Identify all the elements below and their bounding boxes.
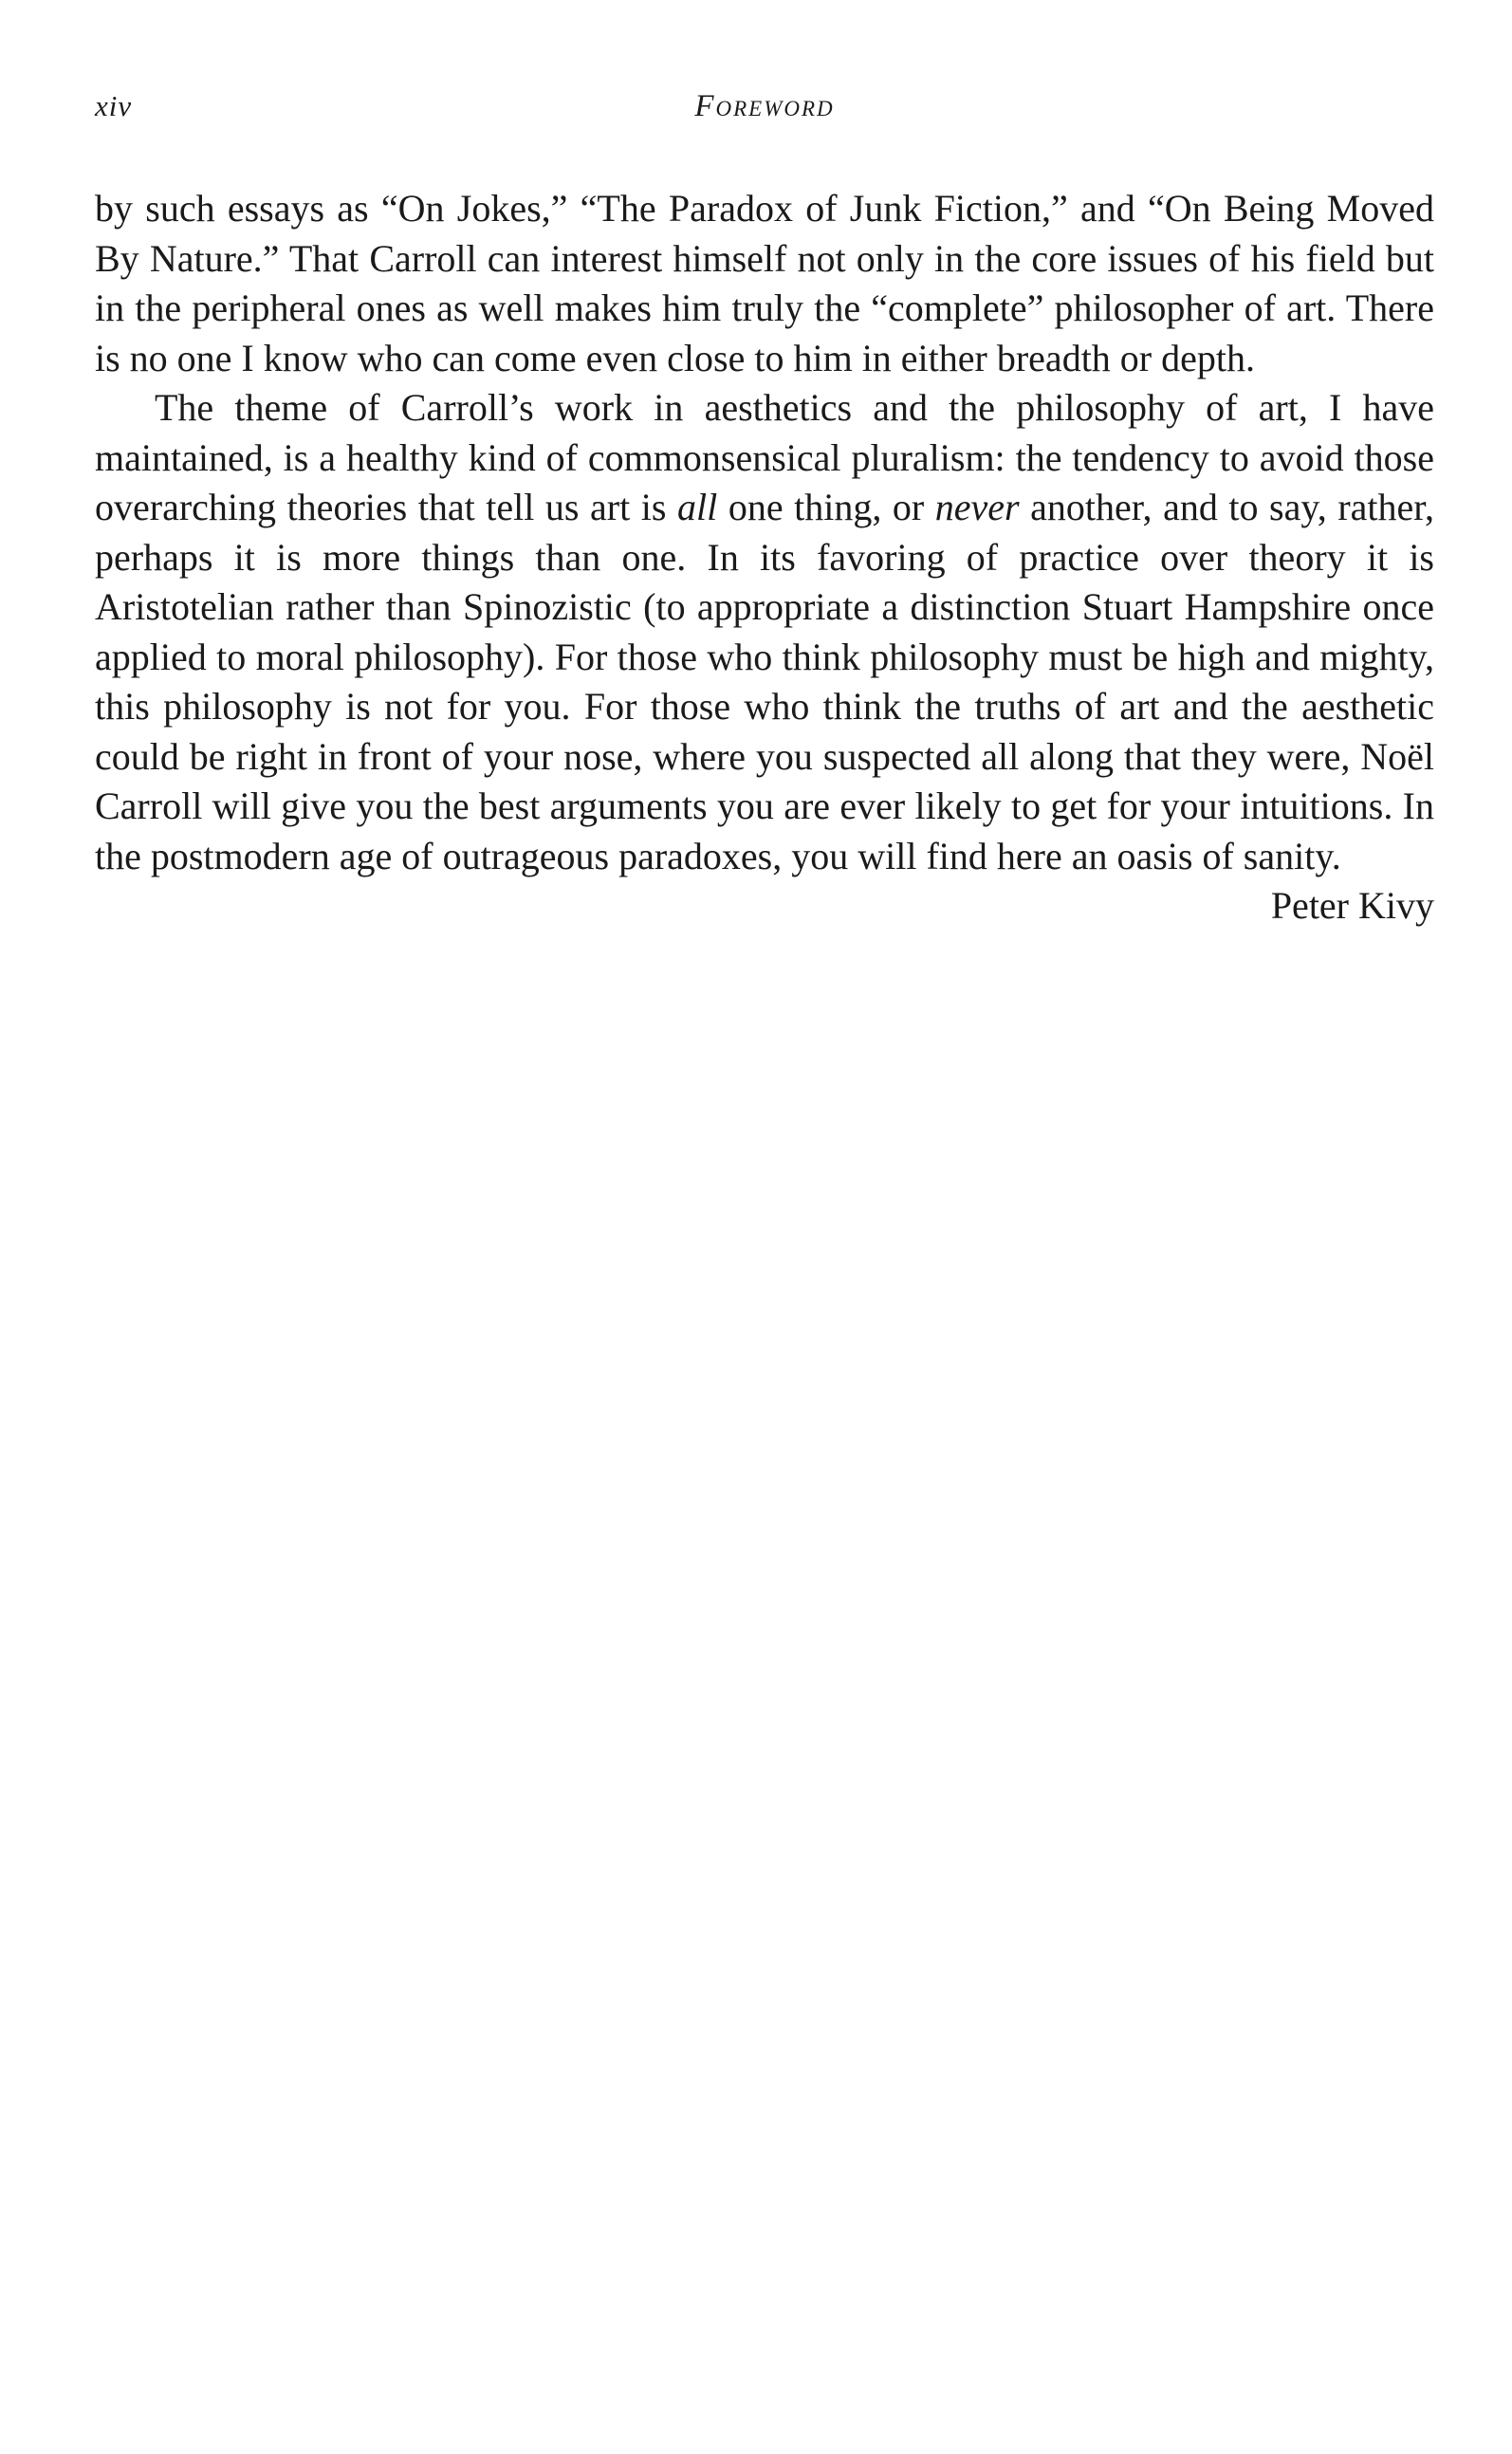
author-signature: Peter Kivy [1270,884,1434,927]
paragraph-2 [95,383,1434,881]
chapter-title: Foreword [694,89,835,123]
page-number: xiv [95,89,133,122]
paragraph-1: by such essays as “On Jokes,” “The Paradox of Junk Fiction,” and “On Being Moved By Nature.” That Carroll can interest himself not only in the core issues of his field but in the peripheral ones as well makes him truly the “complete” philosopher of art. There is no one I know who can come even close to him in either breadth or depth. [95,187,1434,379]
emphasis-all: all [677,486,718,528]
paragraph-2-text: one thing, or [717,486,935,528]
emphasis-never: never [934,486,1020,528]
body-text [95,184,1434,932]
paragraph-2-text: The theme of Carroll’s work in aesthetics and the philosophy of art, I have maintained, is a healthy kind of commonsensical pluralism: the tendency to avoid those overarching theories that tell us art is [95,386,1434,528]
running-head [95,89,1434,127]
paragraph-2-text: another, and to say, rather, perhaps it is more things than one. In its favoring of practice over theory it is Aristotelian rather than Spinozistic (to appropriate a distinction Stuart Hampshire once applied to moral philosophy). For those who think philosophy must be high and mighty, this philosophy is not for you. For those who think the truths of art and the aesthetic could be right in front of your nose, where you suspected all along that they were, Noël Carroll will give you the best arguments you are ever likely to get for your intuitions. In the postmodern age of outrageous paradoxes, you will find here an oasis of sanity. [95,486,1434,877]
book-page [95,0,1434,2454]
